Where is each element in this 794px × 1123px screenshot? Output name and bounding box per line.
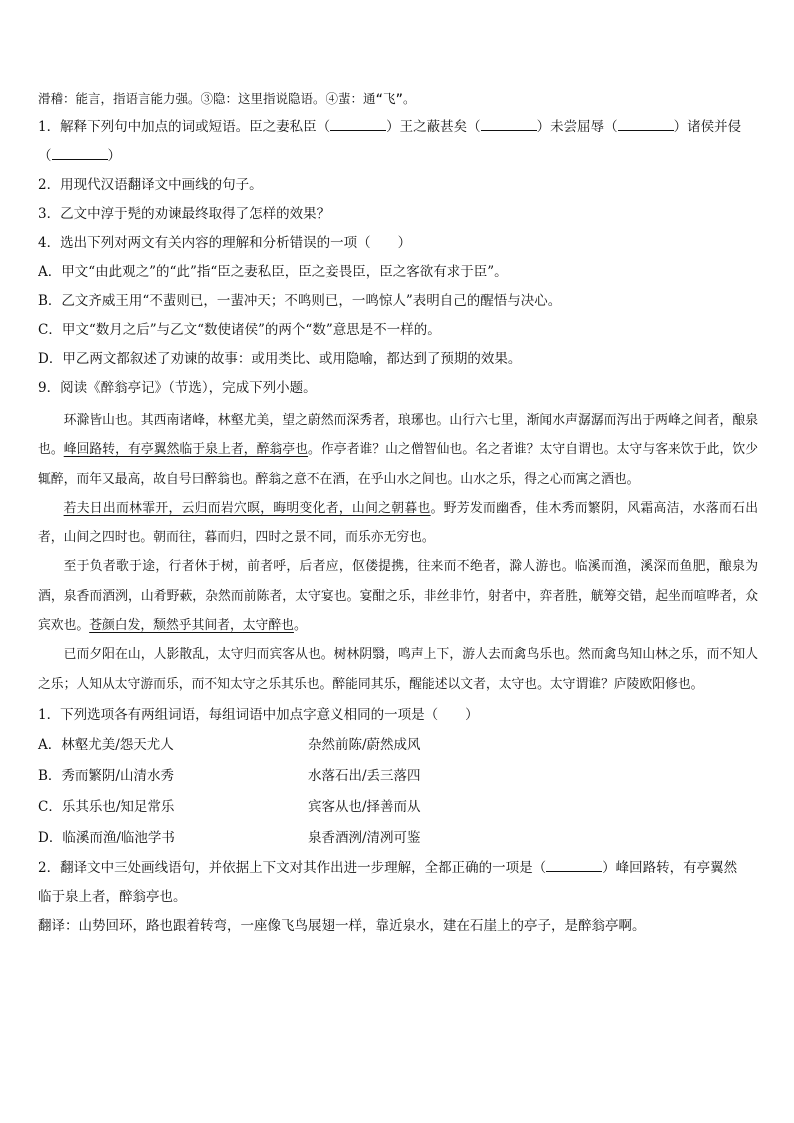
sub-question-1-option-b: B．秀而繁阴/山清水秀 水落石出/丢三落四 [38, 767, 421, 784]
question-1-line-2: （ ） [38, 142, 758, 171]
answer-blank[interactable] [52, 145, 108, 160]
question-9-title: 9．阅读《醉翁亭记》（节选），完成下列小题。 [38, 380, 317, 396]
translation-line: 翻译：山势回环，路也跟着转弯，一座像飞鸟展翅一样，靠近泉水，建在石崖上的亭子，是醉翁亭啊。 [38, 917, 646, 934]
answer-blank[interactable] [618, 116, 674, 131]
underlined-sentence-1: 峰回路转，有亭翼然临于泉上者，醉翁亭也 [63, 442, 309, 458]
sub-question-2-line-2: 临于泉上者，醉翁亭也。 [38, 888, 187, 905]
sub-question-1: 1．下列选项各有两组词语，每组词语中加点字意义相同的一项是（ ） [38, 706, 479, 723]
question-3: 3．乙文中淳于髡的劝谏最终取得了怎样的效果？ [38, 206, 331, 222]
underlined-sentence-2: 若夫日出而林霏开，云归而岩穴暝，晦明变化者，山间之朝暮也 [63, 500, 431, 516]
question-4-option-c: C．甲文“数月之后”与乙文“数使诸侯”的两个“数”意思是不一样的。 [38, 322, 441, 338]
answer-blank[interactable] [546, 857, 602, 872]
answer-blank[interactable] [481, 116, 537, 131]
sub-question-1-option-c: C．乐其乐也/知足常乐 宾客从也/择善而从 [38, 798, 421, 815]
question-1-line-1: 1．解释下列句中加点的词或短语。臣之妻私臣（ ）王之蔽甚矣（ ）未尝屈辱（ ）诸侯并侵 [38, 113, 758, 142]
passage-paragraph-2: 若夫日出而林霏开，云归而岩穴暝，晦明变化者，山间之朝暮也。野芳发而幽香，佳木秀而繁阴，风霜高洁，水落而石出者，山间之四时也。朝而往，暮而归，四时之景不同，而乐亦无穷也。 [38, 500, 759, 546]
question-4-option-d: D．甲乙两文都叙述了劝谏的故事：或用类比、或用隐喻，都达到了预期的效果。 [38, 351, 522, 367]
passage [38, 406, 758, 699]
annotation-note: 滑稽：能言，指语言能力强。③隐：这里指说隐语。④蜚：通“飞”。 [38, 91, 416, 106]
sub-question-2-line-1: 2．翻译文中三处画线语句，并依据上下文对其作出进一步理解，全都正确的一项是（ ）峰回路转，有亭翼然 [38, 854, 758, 883]
underlined-sentence-3: 苍颜白发，颓然乎其间者，太守醉也 [89, 618, 294, 634]
question-2: 2．用现代汉语翻译文中画线的句子。 [38, 177, 263, 193]
passage-paragraph-1: 环滁皆山也。其西南诸峰，林壑尤美，望之蔚然而深秀者，琅琊也。山行六七里，渐闻水声潺潺而泻出于两峰之间者，酿泉也。峰回路转，有亭翼然临于泉上者，醉翁亭也。作亭者谁？山之僧智仙也。名之者谁？太守自谓也。太守与客来饮于此，饮少辄醉，而年又最高，故自号曰醉翁也。醉翁之意不在酒，在乎山水之间也。山水之乐，得之心而寓之酒也。 [38, 413, 759, 487]
sub-question-1-option-a: A．林壑尤美/怨天尤人 杂然前陈/蔚然成风 [38, 736, 421, 753]
sub-question-1-option-d: D．临溪而渔/临池学书 泉香酒洌/清冽可鉴 [38, 829, 421, 846]
question-4: 4．选出下列对两文有关内容的理解和分析错误的一项（ ） [38, 235, 412, 251]
answer-blank[interactable] [330, 116, 386, 131]
question-4-option-a: A．甲文“由此观之”的“此”指“臣之妻私臣，臣之妾畏臣，臣之客欲有求于臣”。 [38, 264, 508, 280]
question-4-option-b: B．乙文齐威王用“不蜚则已，一蜚冲天；不鸣则已，一鸣惊人”表明自己的醒悟与决心。 [38, 293, 562, 309]
passage-paragraph-4: 已而夕阳在山，人影散乱，太守归而宾客从也。树林阴翳，鸣声上下，游人去而禽鸟乐也。然而禽鸟知山林之乐，而不知人之乐；人知从太守游而乐，而不知太守之乐其乐也。醉能同其乐，醒能述以文者，太守也。太守谓谁？庐陵欧阳修也。 [38, 647, 758, 692]
passage-paragraph-3: 至于负者歌于途，行者休于树，前者呼，后者应，伛偻提携，往来而不绝者，滁人游也。临溪而渔，溪深而鱼肥，酿泉为酒，泉香而酒洌，山肴野蔌，杂然而前陈者，太守宴也。宴酣之乐，非丝非竹，射者中，弈者胜，觥筹交错，起坐而喧哗者，众宾欢也。苍颜白发，颓然乎其间者，太守醉也。 [38, 559, 758, 634]
